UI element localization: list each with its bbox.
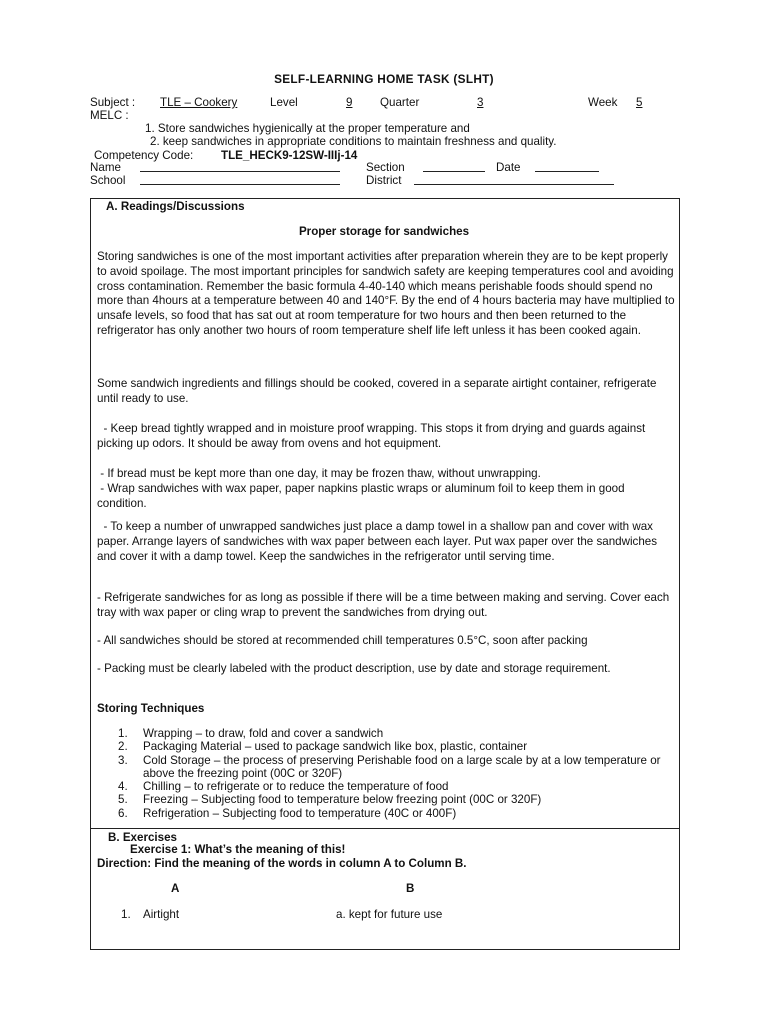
exercises-heading: B. Exercises xyxy=(108,831,177,844)
exercise-direction: Direction: Find the meaning of the words in column A to Column B. xyxy=(97,857,467,870)
melc-label: MELC : xyxy=(90,109,129,122)
paragraph-ingredients: Some sandwich ingredients and fillings should be cooked, covered in a separate airtight container, refrigerate until ready to use. xyxy=(97,377,657,405)
paragraph-packing: - Packing must be clearly labeled with the product description, use by date and storage requirement. xyxy=(97,662,611,675)
date-field[interactable] xyxy=(535,161,599,172)
quarter-value: 3 xyxy=(477,96,484,109)
paragraph-refrigerate: - Refrigerate sandwiches for as long as possible if there will be a time between making and serving. Cover each tray with wax paper or cling wrap to prevent the sandwiches from drying out. xyxy=(97,591,670,619)
melc-item-2: 2. keep sandwiches in appropriate conditions to maintain freshness and quality. xyxy=(150,135,557,148)
name-field[interactable] xyxy=(140,161,340,172)
date-label: Date xyxy=(496,161,521,174)
level-value: 9 xyxy=(346,96,353,109)
row-1-number: 1. xyxy=(121,908,131,921)
subject-value: TLE – Cookery xyxy=(160,96,238,109)
list-item: 3. Cold Storage – the process of preserving Perishable food on a large scale by at a low temperature or above the freezing point (00C or 320F) xyxy=(118,753,661,780)
level-label: Level xyxy=(270,96,298,109)
readings-heading: A. Readings/Discussions xyxy=(106,200,245,213)
quarter-label: Quarter xyxy=(380,96,420,109)
melc-item-1: 1. Store sandwiches hygienically at the proper temperature and xyxy=(145,122,470,135)
page-title: SELF-LEARNING HOME TASK (SLHT) xyxy=(274,72,494,86)
exercise-1-title: Exercise 1: What’s the meaning of this! xyxy=(130,843,346,856)
column-b-header: B xyxy=(406,882,415,895)
list-item: 1. Wrapping – to draw, fold and cover a sandwich xyxy=(118,727,384,740)
school-field[interactable] xyxy=(140,174,340,185)
row-1-term: Airtight xyxy=(143,908,180,921)
section-field[interactable] xyxy=(423,161,485,172)
readings-subtitle: Proper storage for sandwiches xyxy=(298,225,470,238)
competency-code: TLE_HECK9-12SW-IIIj-14 xyxy=(221,149,358,162)
school-label: School xyxy=(90,174,126,187)
week-label: Week xyxy=(588,96,618,109)
competency-label: Competency Code: xyxy=(94,149,194,162)
paragraph-unwrapped: - To keep a number of unwrapped sandwiches just place a damp towel in a shallow pan and cover with wax paper. Arrange layers of sandwiches with wax paper between each layer. Put wax paper over the sandwiches and cover it with a damp towel. Keep the sandwiches in the refrigerator until serving time. xyxy=(97,520,661,563)
district-label: District xyxy=(366,174,402,187)
techniques-heading: Storing Techniques xyxy=(97,702,205,715)
list-item: 4. Chilling – to refrigerate or to reduce the temperature of food xyxy=(118,780,449,794)
name-label: Name xyxy=(90,161,121,174)
district-field[interactable] xyxy=(414,174,614,185)
techniques-list xyxy=(118,727,678,820)
paragraph-freeze: - If bread must be kept more than one day, it may be frozen thaw, without unwrapping. xyxy=(97,467,541,480)
subject-label: Subject : xyxy=(90,96,136,109)
section-label: Section xyxy=(366,161,405,174)
paragraph-chill: - All sandwiches should be stored at recommended chill temperatures 0.5°C, soon after packing xyxy=(97,634,588,647)
list-item: 6. Refrigeration – Subjecting food to temperature (40C or 400F) xyxy=(118,806,457,820)
row-1-meaning: a. kept for future use xyxy=(336,908,443,921)
paragraph-wrap: - Wrap sandwiches with wax paper, paper napkins plastic wraps or aluminum foil to keep them in good condition. xyxy=(97,482,628,510)
section-divider xyxy=(90,828,680,829)
week-value: 5 xyxy=(636,96,643,109)
column-a-header: A xyxy=(171,882,180,895)
list-item: 2. Packaging Material – used to package sandwich like box, plastic, container xyxy=(118,740,528,754)
paragraph-storing: Storing sandwiches is one of the most important activities after preparation wherein they are to be kept properly to avoid spoilage. The most important principles for sandwich safety are keeping temperatures cool and avoiding cross contamination. Remember the basic formula 4-40-140 which means perishable foods should spend no more than 4hours at a temperature between 40 and 140°F. By the end of 4 hours bacteria may have multiplied to unsafe levels, so food that has sat out at room temperature for two hours and then been returned to the refrigerator has only another two hours of room temperature shelf life left unless it has been cooked again. xyxy=(97,250,675,337)
list-item: 5. Freezing – Subjecting food to temperature below freezing point (00C or 320F) xyxy=(118,793,542,807)
paragraph-bread: - Keep bread tightly wrapped and in moisture proof wrapping. This stops it from drying and guards against picking up odors. It should be away from ovens and hot equipment. xyxy=(97,422,649,450)
